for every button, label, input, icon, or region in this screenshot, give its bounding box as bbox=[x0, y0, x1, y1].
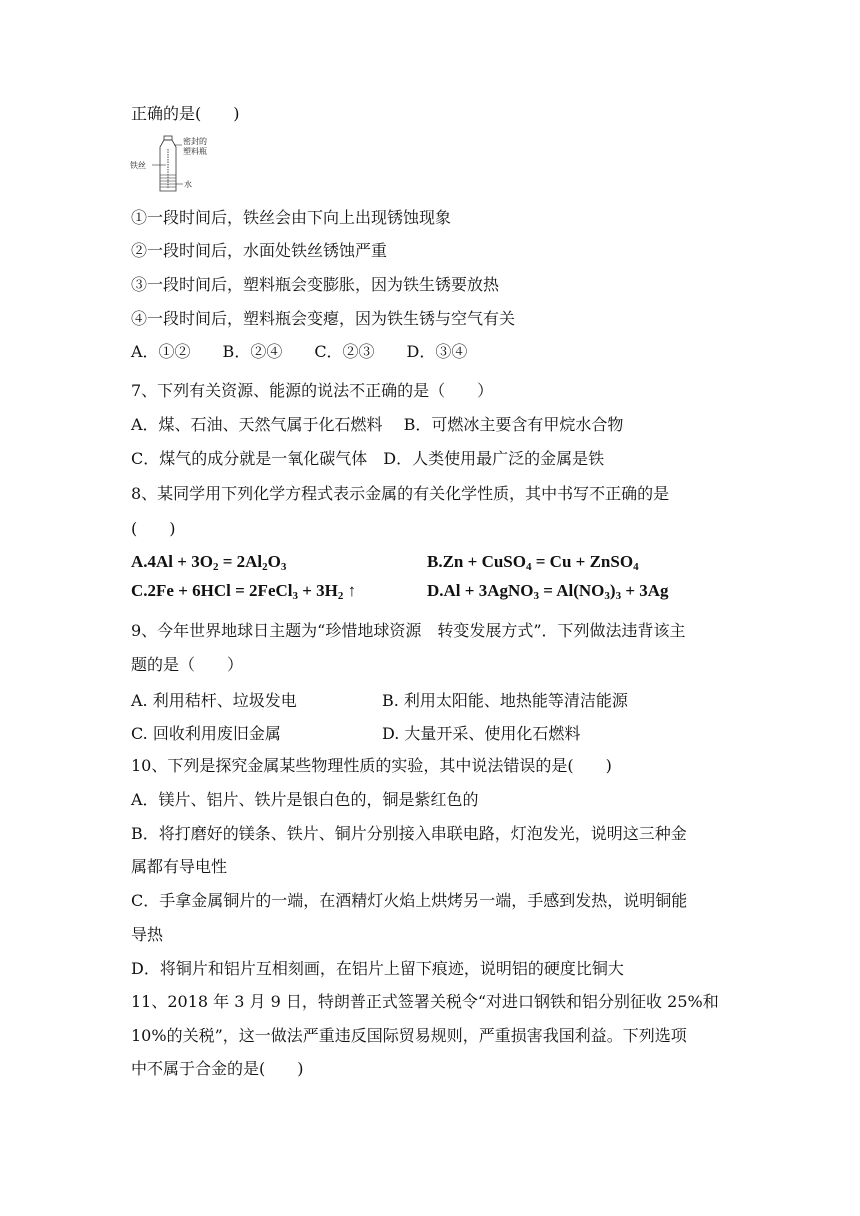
question-11: 11、2018 年 3 月 9 日，特朗普正式签署关税令“对进口钢铁和铝分别征收 25%和 bbox=[131, 992, 719, 1011]
text-line: ①一段时间后，铁丝会由下向上出现锈蚀现象 bbox=[131, 208, 452, 227]
text-line: A．镁片、铝片、铁片是银白色的，铜是紫红色的 bbox=[131, 790, 479, 809]
figure-label-bottle-2: 塑料瓶 bbox=[183, 147, 207, 156]
figure-label-wire: 铁丝 bbox=[130, 161, 146, 170]
q9-option-a: A. 利用秸杆、垃圾发电 bbox=[131, 691, 297, 710]
q9-option-b: B. 利用太阳能、地热能等清洁能源 bbox=[382, 691, 628, 710]
text-line: ( ) bbox=[131, 519, 176, 538]
figure-label-water: 水 bbox=[184, 180, 192, 189]
q9-option-c: C. 回收利用废旧金属 bbox=[131, 724, 281, 743]
equation-b: B.Zn + CuSO$_4$ = Cu + ZnSO$_4$ bbox=[427, 552, 639, 573]
q9-option-d: D. 大量开采、使用化石燃料 bbox=[382, 724, 581, 743]
equation-c: C.2Fe + 6HCl = 2FeCl$_3$ + $3H_2$ ↑ bbox=[131, 581, 357, 602]
text-line: 10%的关税”，这一做法严重违反国际贸易规则，严重损害我国利益。下列选项 bbox=[131, 1026, 687, 1045]
text-line: 题的是（ ） bbox=[131, 655, 244, 674]
question-7: 7、下列有关资源、能源的说法不正确的是（ ） bbox=[131, 381, 494, 400]
figure-label-bottle-1: 密封的 bbox=[183, 137, 207, 146]
text-line: ②一段时间后，水面处铁丝锈蚀严重 bbox=[131, 241, 388, 260]
text-line: 正确的是( ) bbox=[131, 104, 240, 123]
rusting-experiment-figure bbox=[128, 135, 228, 195]
text-line: A．煤、石油、天然气属于化石燃料 B．可燃冰主要含有甲烷水合物 bbox=[131, 415, 624, 434]
text-line: 导热 bbox=[131, 925, 164, 944]
equation-a: $A.4Al + 3O_2 = 2Al_2O_3$ bbox=[131, 552, 287, 573]
text-line: ③一段时间后，塑料瓶会变膨胀，因为铁生锈要放热 bbox=[131, 275, 500, 294]
text-line: C．手拿金属铜片的一端，在酒精灯火焰上烘烤另一端，手感到发热，说明铜能 bbox=[131, 891, 688, 910]
text-line: D．将铜片和铝片互相刻画，在铝片上留下痕迹，说明铝的硬度比铜大 bbox=[131, 959, 624, 978]
text-line: ④一段时间后，塑料瓶会变瘪，因为铁生锈与空气有关 bbox=[131, 309, 516, 328]
question-8: 8、某同学用下列化学方程式表示金属的有关化学性质，其中书写不正确的是 bbox=[131, 484, 670, 503]
text-line: C．煤气的成分就是一氧化碳气体 D．人类使用最广泛的金属是铁 bbox=[131, 449, 605, 468]
text-line: 中不属于合金的是( ) bbox=[131, 1059, 304, 1078]
text-line: B．将打磨好的镁条、铁片、铜片分别接入串联电路，灯泡发光，说明这三种金 bbox=[131, 824, 687, 843]
equation-d: D.Al + 3AgNO$_3$ = $Al(NO_3)_3 + 3Ag$ bbox=[427, 581, 669, 602]
question-10: 10、下列是探究金属某些物理性质的实验，其中说法错误的是( ) bbox=[131, 756, 612, 775]
question-9: 9、今年世界地球日主题为“珍惜地球资源 转变发展方式”．下列做法违背该主 bbox=[131, 621, 686, 640]
answer-options: A．①② B．②④ C．②③ D．③④ bbox=[131, 342, 468, 361]
text-line: 属都有导电性 bbox=[131, 857, 228, 876]
equation-options bbox=[131, 552, 731, 604]
